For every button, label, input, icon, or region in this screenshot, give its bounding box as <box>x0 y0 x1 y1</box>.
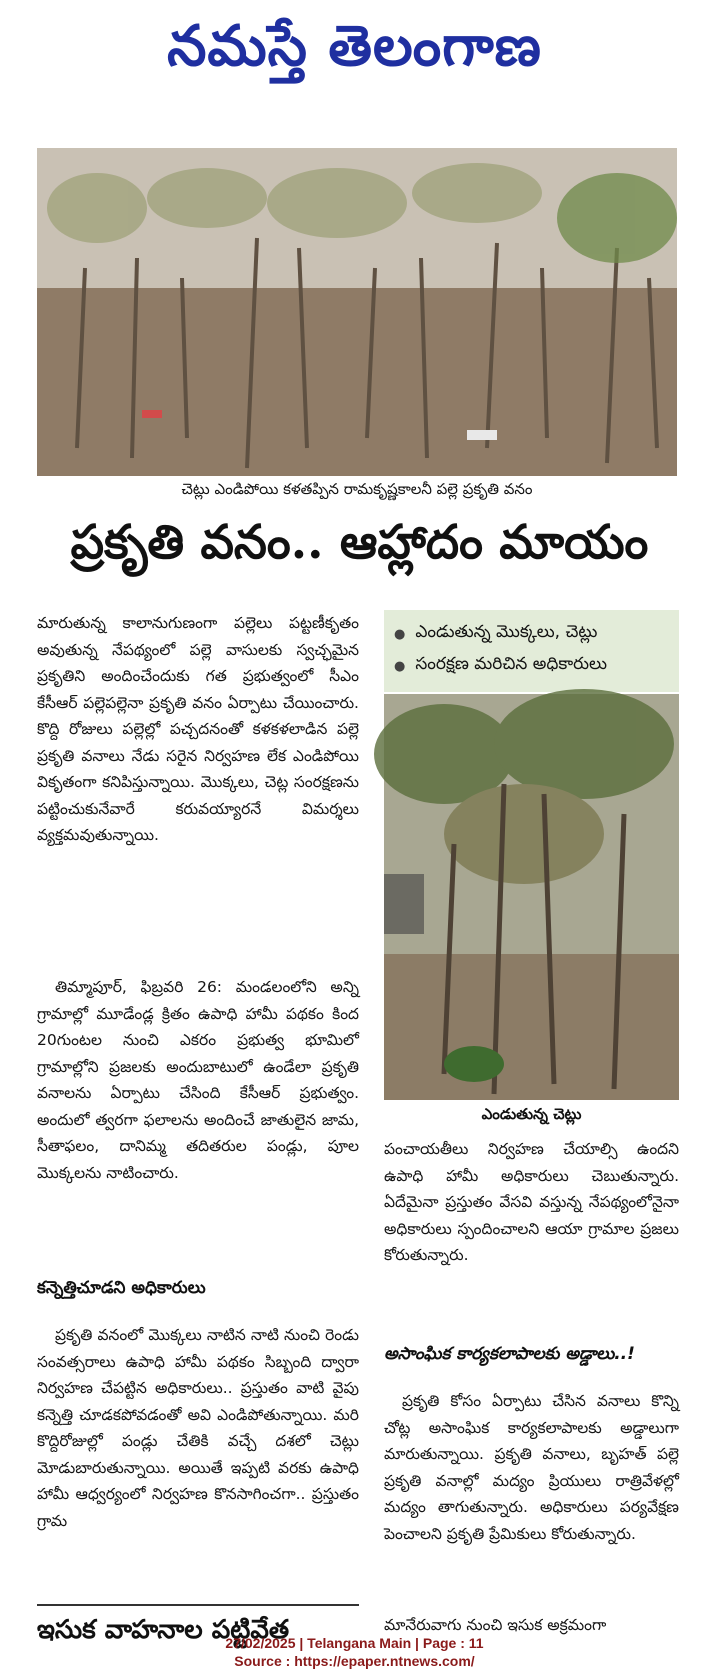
right-photo-caption: ఎండుతున్న చెట్లు <box>481 1105 582 1123</box>
article-intro: మారుతున్న కాలానుగుణంగా పల్లెలు పట్టణీకృతం అవుతున్న నేపథ్యంలో పల్లె వాసులకు స్వచ్ఛమైన ప్రకృతిని అందించేందుకు గత ప్రభుత్వంలో సీఎం కేసీఆర్ పల్లెపల్లెనా ప్రకృతి వనం ఏర్పాటు చేయించారు. కొద్ది రోజులు పల్లెల్లో పచ్చదనంతో కళకళలాడిన పల్లె ప్రకృతి వనాలు నేడు సరైన నిర్వహణ లేక ఎండిపోయి వికృతంగా కనిపిస్తున్నాయి. మొక్కలు, చెట్ల సంరక్షణను పట్టించుకునేవారే కరువయ్యారనే విమర్శలు వ్యక్తమవుతున్నాయి. <box>37 614 359 844</box>
newspaper-title: నమస్తే తెలంగాణ <box>167 12 542 79</box>
dry-forest-photo <box>37 148 677 476</box>
page-footer <box>0 1634 709 1670</box>
article-paragraph: పంచాయతీలు నిర్వహణ చేయాల్సి ఉందని ఉపాధి హామీ అధికారులు చెబుతున్నారు. ఏదేమైనా ప్రస్తుతం వేసవి వస్తున్న నేపథ్యంలోనైనా అధికారులు స్పందించాలని ఆయా గ్రామాల ప్రజలు కోరుతున్నారు. <box>384 1140 679 1264</box>
article-paragraph: ప్రకృతి వనంలో మొక్కలు నాటిన నాటి నుంచి రెండు సంవత్సరాలు ఉపాధి హామీ పథకం సిబ్బంది ద్వారా నిర్వహణ చేపట్టిన అధికారులు.. ప్రస్తుతం వాటి వైపు కన్నెత్తి చూడకపోవడంతో అవి ఎండిపోతున్నాయి. మరి కొద్దిరోజుల్లో పండ్లు చేతికి వచ్చే దశలో చెట్లు మోడుబారుతున్నాయి. అయితే ఇప్పటి వరకు ఉపాధి హామీ ఆధ్వర్యంలో నిర్వహణ కొనసాగించగా.. ప్రస్తుతం గ్రామ <box>37 1326 359 1530</box>
next-article-text: మానేరువాగు నుంచి ఇసుక అక్రమంగా <box>384 1616 607 1634</box>
column-divider <box>37 1604 359 1606</box>
top-photo-caption: చెట్లు ఎండిపోయి కళతప్పిన రామకృష్ణకాలనీ పల్లె ప్రకృతి వనం <box>181 480 533 498</box>
bullet-icon: ● <box>394 626 406 642</box>
article-headline: ప్రకృతి వనం.. ఆహ్లాదం మాయం <box>70 515 649 570</box>
article-paragraph: తిమ్మాపూర్, ఫిబ్రవరి 26: మండలంలోని అన్ని గ్రామాల్లో మూడేండ్ల క్రితం ఉపాధి హామీ పథకం కింద 20గుంటల నుంచి ఎకరం ప్రభుత్వ భూమిలో గ్రామాల్లోని ప్రజలకు అందుబాటులో ఉండేలా ప్రకృతి వనాలను ఏర్పాటు చేసింది కేసీఆర్ ప్రభుత్వం. అందులో త్వరగా ఫలాలను అందించే జాతులైన జామ, సీతాఫలం, దానిమ్మ తదితరుల పండ్లు, పూల మొక్కలను నాటించారు. <box>37 978 359 1182</box>
forest-illustration <box>37 148 677 476</box>
subheading-officials: కన్నెత్తిచూడని అధికారులు <box>37 1278 206 1298</box>
highlight-text: ఎండుతున్న మొక్కలు, చెట్లు <box>415 622 598 642</box>
trees-illustration <box>384 694 679 1100</box>
highlights-box <box>384 610 679 692</box>
bullet-icon: ● <box>394 658 406 674</box>
highlight-item <box>394 650 669 682</box>
article-paragraph: ప్రకృతి కోసం ఏర్పాటు చేసిన వనాలు కొన్ని చోట్ల అసాంఘిక కార్యకలాపాలకు అడ్డాలుగా మారుతున్నాయి. ప్రకృతి వనాలు, బృహత్ పల్లె ప్రకృతి వనాల్లో మద్యం ప్రియులు రాత్రివేళల్లో మద్యం తాగుతున్నారు. అధికారులు పర్యవేక్షణ పెంచాలని ప్రకృతి ప్రేమికులు కోరుతున్నారు. <box>384 1392 679 1543</box>
next-article-heading: ఇసుక వాహనాల పట్టివేత <box>37 1615 290 1645</box>
edition-info: 27/02/2025 | Telangana Main | Page : 11 <box>225 1635 484 1651</box>
source-link[interactable]: Source : https://epaper.ntnews.com/ <box>234 1653 475 1669</box>
masthead <box>0 0 709 105</box>
highlight-text: సంరక్షణ మరిచిన అధికారులు <box>415 654 607 674</box>
subheading-antisocial: అసాంఘిక కార్యకలాపాలకు అడ్డాలు..! <box>384 1344 635 1364</box>
drying-trees-photo <box>384 694 679 1100</box>
highlight-item <box>394 618 669 650</box>
